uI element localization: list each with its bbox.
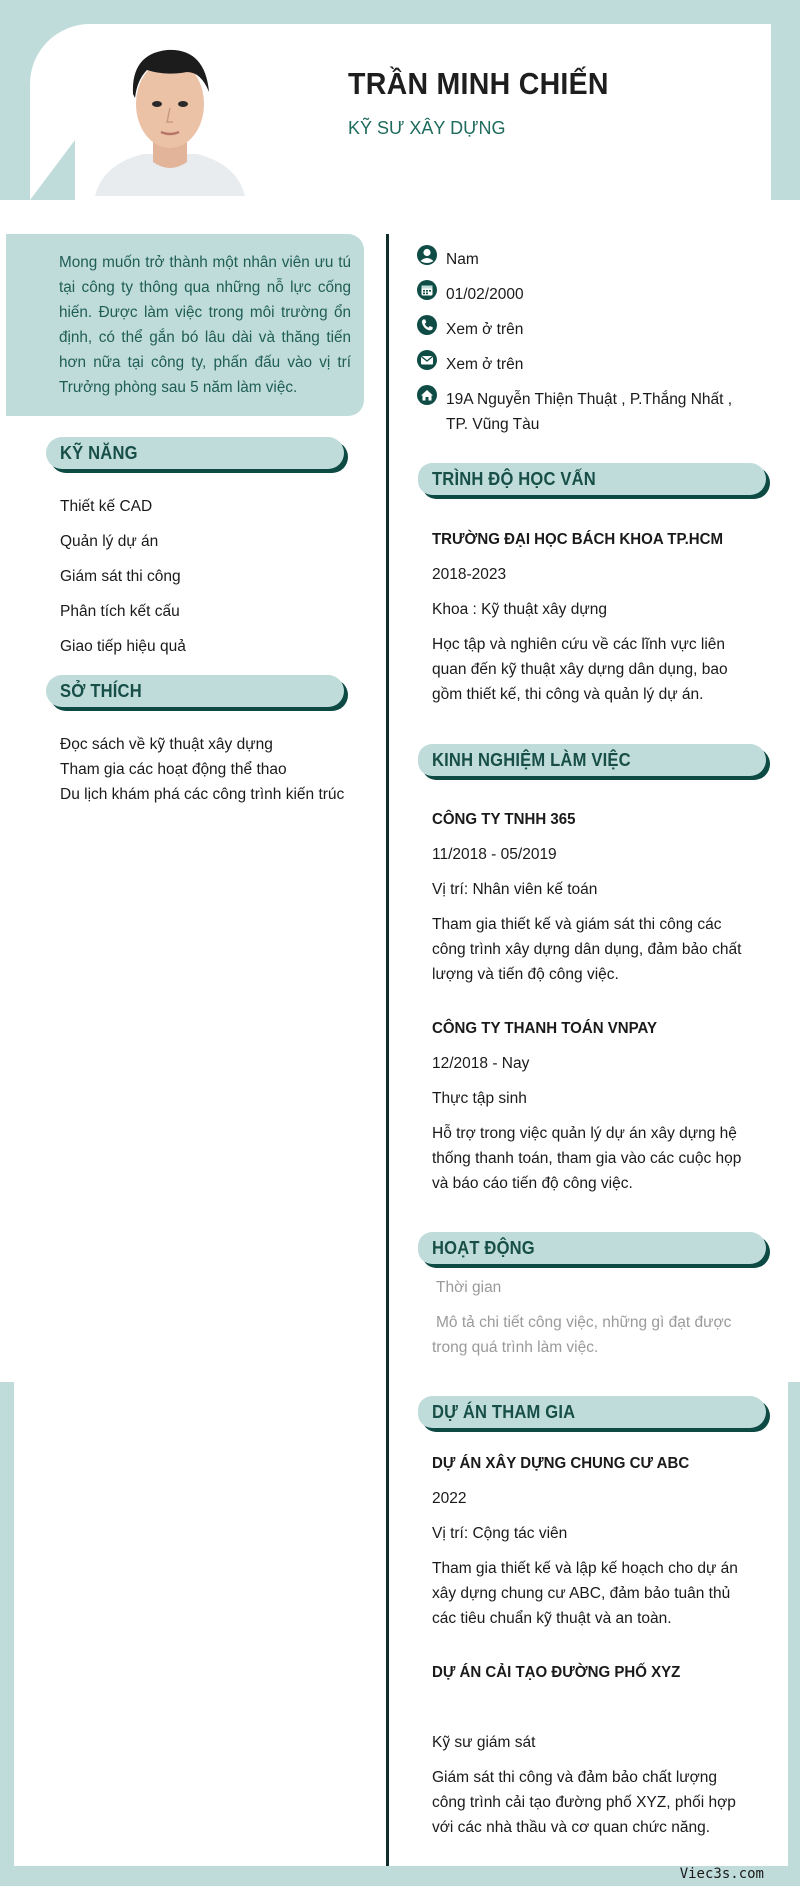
project-entry bbox=[432, 1446, 752, 1631]
list-item: Quản lý dự án bbox=[60, 533, 159, 550]
project-year bbox=[432, 1690, 752, 1725]
experience-section-title: KINH NGHIỆM LÀM VIỆC bbox=[432, 750, 631, 770]
activities-section-title: HOẠT ĐỘNG bbox=[432, 1238, 535, 1258]
projects-section-header bbox=[418, 1396, 766, 1428]
gender-value: Nam bbox=[446, 251, 479, 268]
career-objective-box bbox=[6, 234, 364, 416]
skills-section-title: KỸ NĂNG bbox=[60, 443, 138, 463]
project-year: 2022 bbox=[432, 1490, 467, 1507]
hobbies-section-title: SỞ THÍCH bbox=[60, 681, 142, 701]
hobbies-list bbox=[60, 732, 344, 807]
education-description: Học tập và nghiên cứu về các lĩnh vực liên quan đến kỹ thuật xây dựng dân dụng, bao gồm thiết kế, thi công và quản lý dự án. bbox=[432, 636, 728, 703]
candidate-name: TRẦN MINH CHIẾN bbox=[348, 66, 609, 101]
skills-section-header bbox=[46, 437, 344, 469]
email-value: Xem ở trên bbox=[446, 356, 524, 373]
project-name: DỰ ÁN CẢI TẠO ĐƯỜNG PHỐ XYZ bbox=[432, 1664, 681, 1681]
mail-icon bbox=[416, 349, 438, 371]
education-section-title: TRÌNH ĐỘ HỌC VẤN bbox=[432, 469, 596, 489]
dob-value: 01/02/2000 bbox=[446, 286, 524, 303]
project-name: DỰ ÁN XÂY DỰNG CHUNG CƯ ABC bbox=[432, 1455, 690, 1472]
job-title: KỸ SƯ XÂY DỰNG bbox=[348, 118, 506, 138]
job-description: Hỗ trợ trong việc quản lý dự án xây dựng hệ thống thanh toán, tham gia vào các cuộc họp và báo cáo tiến độ công việc. bbox=[432, 1125, 742, 1192]
activity-description-placeholder: Mô tả chi tiết công việc, những gì đạt được trong quá trình làm việc. bbox=[432, 1314, 732, 1356]
project-role: Vị trí: Cộng tác viên bbox=[432, 1525, 568, 1542]
projects-section-title: DỰ ÁN THAM GIA bbox=[432, 1402, 576, 1422]
job-role: Thực tập sinh bbox=[432, 1090, 527, 1107]
project-entry bbox=[432, 1655, 752, 1840]
phone-value: Xem ở trên bbox=[446, 321, 524, 338]
experience-section-header bbox=[418, 744, 766, 776]
company-name: CÔNG TY THANH TOÁN VNPAY bbox=[432, 1020, 658, 1037]
skills-list bbox=[60, 489, 186, 664]
activities-entry bbox=[432, 1270, 752, 1360]
list-item: Thiết kế CAD bbox=[60, 498, 153, 515]
education-faculty: Khoa : Kỹ thuật xây dựng bbox=[432, 601, 607, 618]
activity-time-placeholder: Thời gian bbox=[436, 1279, 502, 1296]
list-item: Giao tiếp hiệu quả bbox=[60, 638, 186, 655]
list-item: Giám sát thi công bbox=[60, 568, 181, 585]
project-role: Kỹ sư giám sát bbox=[432, 1734, 536, 1751]
list-item: Đọc sách về kỹ thuật xây dựng bbox=[60, 736, 273, 753]
hobbies-section-header bbox=[46, 675, 344, 707]
experience-entry bbox=[432, 1011, 752, 1196]
phone-icon bbox=[416, 314, 438, 336]
calendar-icon bbox=[416, 279, 438, 301]
job-description: Tham gia thiết kế và giám sát thi công các công trình xây dựng dân dụng, đảm bảo chất lượng và tiến độ công việc. bbox=[432, 916, 742, 983]
home-icon bbox=[416, 384, 438, 406]
list-item: Tham gia các hoạt động thể thao bbox=[60, 761, 287, 778]
education-period: 2018-2023 bbox=[432, 566, 507, 583]
footer-band-left bbox=[0, 1382, 14, 1886]
user-icon bbox=[416, 244, 438, 266]
company-name: CÔNG TY TNHH 365 bbox=[432, 811, 576, 828]
project-description: Giám sát thi công và đảm bảo chất lượng công trình cải tạo đường phố XYZ, phối hợp với các nhà thầu và cơ quan chức năng. bbox=[432, 1769, 736, 1836]
activities-section-header bbox=[418, 1232, 766, 1264]
job-role: Vị trí: Nhân viên kế toán bbox=[432, 881, 598, 898]
school-name: TRƯỜNG ĐẠI HỌC BÁCH KHOA TP.HCM bbox=[432, 531, 724, 548]
education-entry bbox=[432, 522, 752, 707]
job-period: 12/2018 - Nay bbox=[432, 1055, 530, 1072]
column-divider bbox=[386, 234, 389, 1866]
address-value: 19A Nguyễn Thiện Thuật , P.Thắng Nhất , TP. Vũng Tàu bbox=[446, 391, 733, 433]
list-item: Du lịch khám phá các công trình kiến trúc bbox=[60, 786, 345, 803]
career-objective-text: Mong muốn trở thành một nhân viên ưu tú tại công ty thông qua những nỗ lực cống hiến. Được làm việc trong môi trường ổn định, có thể gắn bó lâu dài và thăng tiến hơn nữa tại công ty, phấn đấu vào vị trí Trưởng phòng sau 5 năm làm việc. bbox=[59, 254, 351, 396]
profile-photo bbox=[95, 24, 245, 196]
education-section-header bbox=[418, 463, 766, 495]
list-item: Phân tích kết cấu bbox=[60, 603, 180, 620]
job-period: 11/2018 - 05/2019 bbox=[432, 846, 557, 863]
footer-band-right bbox=[788, 1382, 800, 1886]
watermark: Viec3s.com bbox=[679, 1866, 764, 1882]
experience-entry bbox=[432, 802, 752, 987]
project-description: Tham gia thiết kế và lập kế hoạch cho dự án xây dựng chung cư ABC, đảm bảo tuân thủ các tiêu chuẩn kỹ thuật và an toàn. bbox=[432, 1560, 738, 1627]
